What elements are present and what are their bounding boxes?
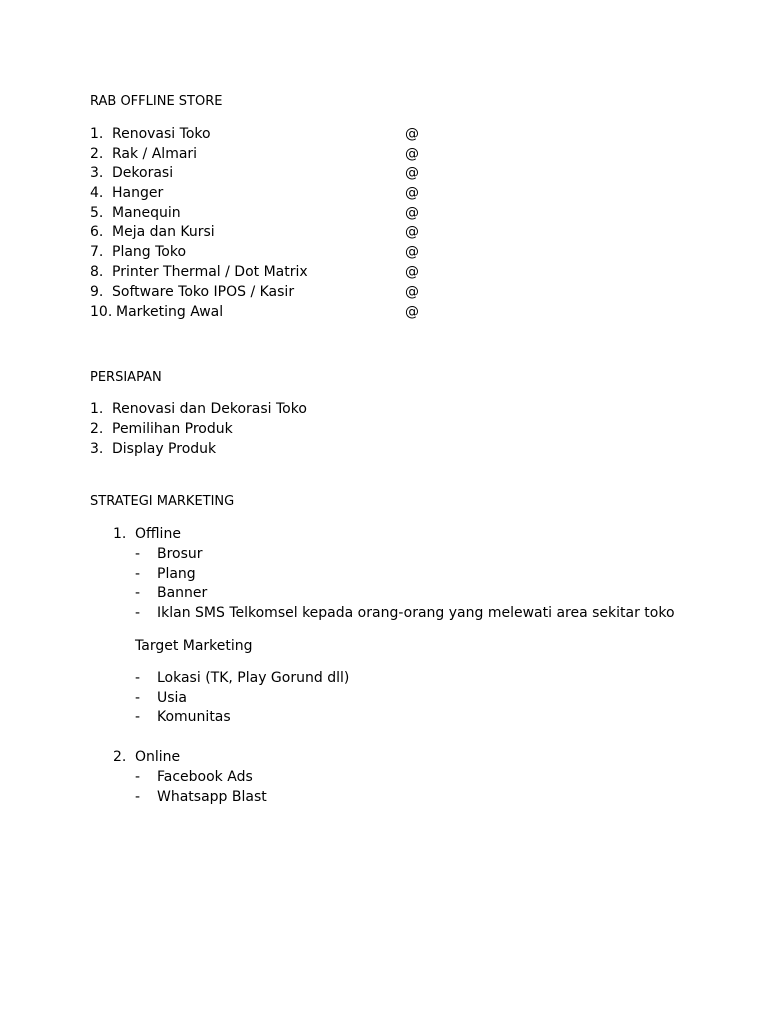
rab-item <box>90 163 430 183</box>
rab-item <box>90 124 430 144</box>
bullet-label: Brosur <box>157 546 203 562</box>
rab-item-price: @ <box>405 224 419 240</box>
bullet-label: Usia <box>157 690 188 706</box>
rab-item-label: Renovasi Toko <box>112 126 211 142</box>
offline-bullet <box>135 583 695 603</box>
target-bullet <box>135 707 535 727</box>
strategi-online-item <box>113 747 313 767</box>
rab-item-label: Meja dan Kursi <box>112 224 215 240</box>
rab-item-label: Rak / Almari <box>112 146 198 162</box>
rab-heading: RAB OFFLINE STORE <box>90 94 223 109</box>
strategi-offline-item <box>113 524 313 544</box>
rab-item-number: 10. <box>90 304 113 320</box>
strategi-offline-number: 1. <box>113 526 127 542</box>
persiapan-item <box>90 419 390 439</box>
bullet-dash: - <box>135 789 141 805</box>
strategi-online-number: 2. <box>113 749 127 765</box>
bullet-dash: - <box>135 566 141 582</box>
rab-item-number: 8. <box>90 264 104 280</box>
rab-item-price: @ <box>405 165 419 181</box>
persiapan-item-label: Display Produk <box>112 441 217 457</box>
persiapan-heading: PERSIAPAN <box>90 370 162 385</box>
bullet-label: Komunitas <box>157 709 231 725</box>
rab-item-number: 4. <box>90 185 104 201</box>
bullet-dash: - <box>135 769 141 785</box>
rab-item-price: @ <box>405 185 419 201</box>
bullet-dash: - <box>135 690 141 706</box>
strategi-offline-label: Offline <box>135 526 181 542</box>
bullet-label: Plang <box>157 566 196 582</box>
rab-item-label: Printer Thermal / Dot Matrix <box>112 264 308 280</box>
bullet-label: Whatsapp Blast <box>157 789 267 805</box>
bullet-dash: - <box>135 670 141 686</box>
rab-item-label: Dekorasi <box>112 165 174 181</box>
rab-item-price: @ <box>405 264 419 280</box>
persiapan-item-number: 3. <box>90 441 104 457</box>
bullet-dash: - <box>135 605 141 621</box>
persiapan-item-number: 2. <box>90 421 104 437</box>
rab-item <box>90 282 430 302</box>
rab-item-number: 6. <box>90 224 104 240</box>
persiapan-item-label: Renovasi dan Dekorasi Toko <box>112 401 307 417</box>
rab-item-number: 9. <box>90 284 104 300</box>
rab-item <box>90 183 430 203</box>
rab-item <box>90 222 430 242</box>
offline-bullet <box>135 564 695 584</box>
bullet-dash: - <box>135 585 141 601</box>
bullet-label: Iklan SMS Telkomsel kepada orang-orang yang melewati area sekitar toko <box>157 605 675 621</box>
online-bullet <box>135 767 535 787</box>
rab-item <box>90 262 430 282</box>
rab-item-label: Software Toko IPOS / Kasir <box>112 284 295 300</box>
rab-item-number: 7. <box>90 244 104 260</box>
bullet-label: Lokasi (TK, Play Gorund dll) <box>157 670 350 686</box>
bullet-dash: - <box>135 709 141 725</box>
strategi-online-label: Online <box>135 749 181 765</box>
rab-item <box>90 302 430 322</box>
rab-item-number: 1. <box>90 126 104 142</box>
rab-item-price: @ <box>405 146 419 162</box>
rab-item-number: 3. <box>90 165 104 181</box>
rab-item-price: @ <box>405 244 419 260</box>
rab-item-label: Manequin <box>112 205 181 221</box>
rab-item-number: 2. <box>90 146 104 162</box>
rab-item-price: @ <box>405 284 419 300</box>
rab-item-number: 5. <box>90 205 104 221</box>
bullet-label: Banner <box>157 585 208 601</box>
rab-item-price: @ <box>405 304 419 320</box>
strategi-heading: STRATEGI MARKETING <box>90 494 235 509</box>
rab-item-label: Plang Toko <box>112 244 187 260</box>
target-bullet <box>135 688 535 708</box>
rab-item-label: Marketing Awal <box>116 304 224 320</box>
target-bullet <box>135 668 535 688</box>
rab-item-price: @ <box>405 205 419 221</box>
rab-item <box>90 144 430 164</box>
rab-item <box>90 203 430 223</box>
target-marketing-title: Target Marketing <box>135 638 253 654</box>
persiapan-item-label: Pemilihan Produk <box>112 421 233 437</box>
persiapan-item <box>90 399 390 419</box>
persiapan-item <box>90 439 390 459</box>
offline-bullet <box>135 603 695 623</box>
persiapan-item-number: 1. <box>90 401 104 417</box>
offline-bullet <box>135 544 695 564</box>
rab-item <box>90 242 430 262</box>
rab-item-price: @ <box>405 126 419 142</box>
bullet-dash: - <box>135 546 141 562</box>
online-bullet <box>135 787 535 807</box>
rab-item-label: Hanger <box>112 185 164 201</box>
bullet-label: Facebook Ads <box>157 769 253 785</box>
